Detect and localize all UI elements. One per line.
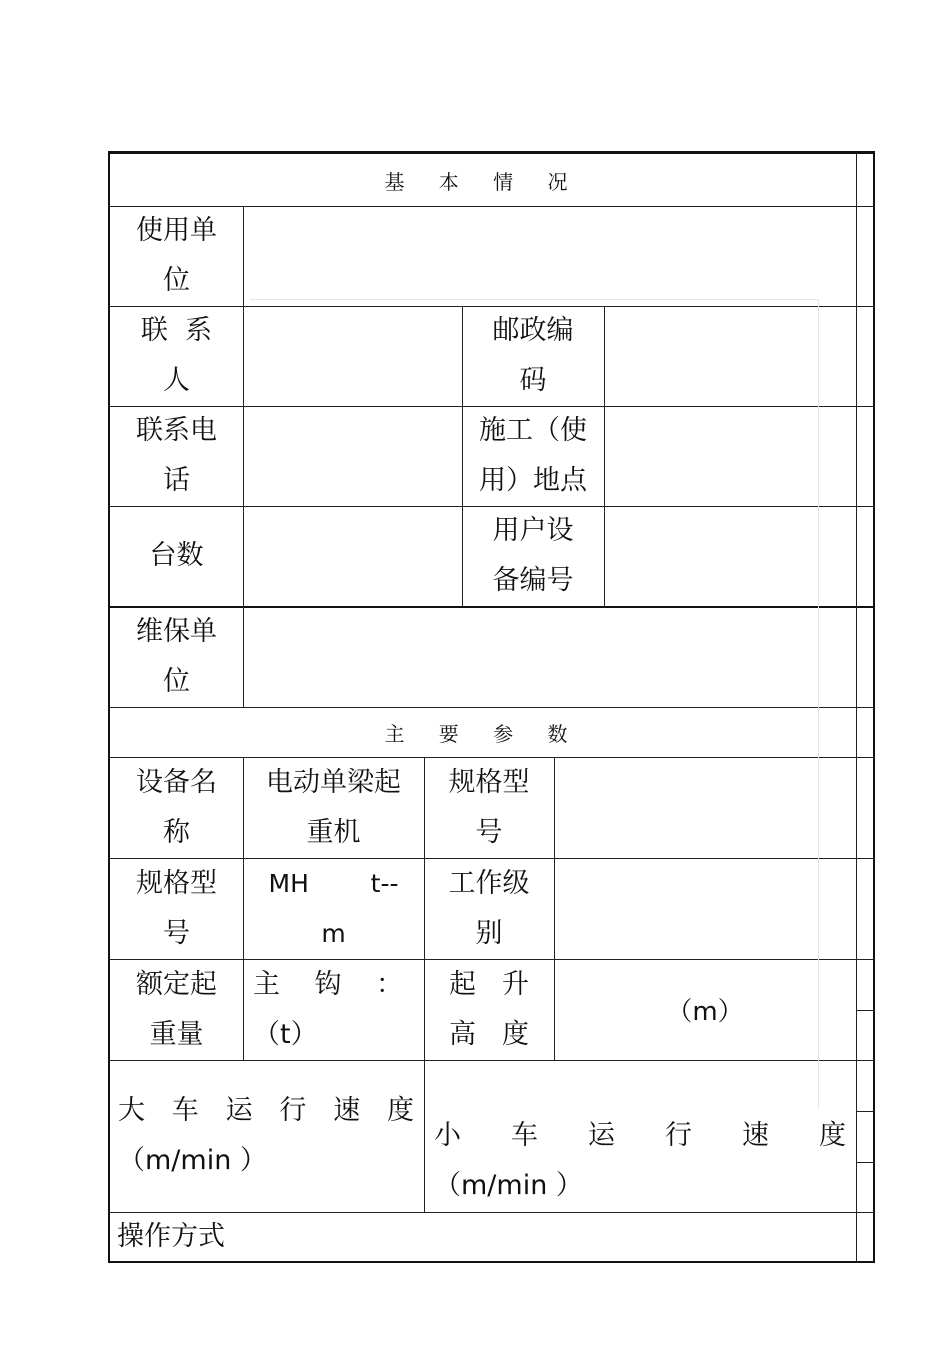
label-spec-model-2	[110, 858, 243, 959]
value-text: MH	[268, 868, 309, 898]
label-operation-mode: 操作方式	[117, 1221, 225, 1252]
label-text: 码	[519, 365, 547, 396]
row-divider	[856, 1111, 873, 1112]
section-title-params: 主 要 参 数	[384, 721, 582, 746]
label-text: 人	[163, 365, 190, 396]
label-phone	[110, 406, 243, 506]
label-postcode	[462, 306, 604, 406]
label-char: 运	[588, 1120, 615, 1151]
label-text: （m/min ）	[118, 1145, 267, 1176]
value-text: 钩	[314, 968, 342, 1000]
label-text: （m/min ）	[434, 1170, 583, 1201]
label-trolley-speed	[424, 1060, 856, 1212]
label-char: 度	[819, 1120, 846, 1151]
value-lift-height-unit: （m）	[666, 997, 744, 1027]
value-text: （t）	[253, 1018, 318, 1050]
value-text: m	[321, 918, 346, 948]
label-text: 施工（使	[479, 415, 587, 446]
value-text: t--	[370, 868, 399, 898]
label-text: 别	[475, 917, 503, 949]
label-rated-load	[110, 959, 243, 1060]
label-text: 用）地点	[479, 465, 587, 496]
label-lift-height	[424, 959, 554, 1060]
label-maintenance-unit	[110, 607, 243, 707]
label-text: 联 系	[140, 315, 213, 346]
label-count: 台数	[149, 540, 204, 571]
label-bridge-speed	[110, 1060, 424, 1212]
label-text: 规格型	[448, 766, 530, 798]
label-text: 号	[163, 917, 190, 949]
col-divider	[856, 154, 857, 1261]
value-spec-model	[243, 858, 424, 959]
label-work-class	[424, 858, 554, 959]
label-text: 使用单	[136, 215, 217, 246]
label-text: 起	[449, 968, 476, 1000]
value-text: 电动单梁起	[266, 766, 401, 798]
inspection-form-table	[108, 151, 875, 1263]
label-equipment-name	[110, 757, 243, 858]
label-char: 大	[118, 1095, 145, 1126]
label-text: 工作级	[448, 867, 530, 899]
label-text: 重量	[149, 1018, 204, 1050]
value-text: ：	[376, 968, 403, 1000]
trolley-speed-chars	[434, 1111, 846, 1161]
ghost-line	[250, 299, 818, 300]
label-char: 速	[333, 1095, 361, 1126]
label-text: 位	[163, 666, 190, 697]
value-text: 重机	[306, 816, 361, 848]
label-text: 位	[163, 265, 190, 296]
label-text: 邮政编	[492, 315, 574, 346]
value-main-hook	[243, 959, 424, 1060]
label-text: 额定起	[136, 968, 217, 1000]
row-divider	[856, 1162, 873, 1163]
label-text: 称	[163, 816, 190, 848]
label-text: 号	[475, 816, 503, 848]
col-divider	[243, 206, 244, 707]
label-site	[462, 406, 604, 506]
label-text: 升	[502, 968, 529, 1000]
label-char: 运	[225, 1095, 253, 1126]
section-title-basic: 基 本 情 况	[384, 169, 582, 194]
label-spec-model	[424, 757, 554, 858]
label-char: 车	[511, 1120, 538, 1151]
label-text: 维保单	[136, 616, 217, 647]
label-text: 设备名	[136, 766, 217, 798]
label-char: 行	[279, 1095, 307, 1126]
label-text: 用户设	[492, 515, 574, 546]
label-char: 速	[742, 1120, 769, 1151]
label-equipment-number	[462, 506, 604, 606]
label-char: 度	[386, 1095, 414, 1126]
label-user-unit	[110, 206, 243, 306]
label-text: 话	[163, 465, 190, 496]
col-divider	[604, 306, 605, 606]
row-divider	[856, 1010, 873, 1011]
label-char: 行	[665, 1120, 692, 1151]
label-contact	[110, 306, 243, 406]
value-text: 主	[253, 968, 280, 1000]
label-char: 车	[171, 1095, 199, 1126]
label-text: 规格型	[136, 867, 217, 899]
label-text: 备编号	[492, 565, 574, 596]
value-equipment-name	[243, 757, 424, 858]
label-text: 联系电	[136, 415, 217, 446]
label-char: 小	[434, 1120, 461, 1151]
label-text: 度	[502, 1018, 529, 1050]
label-text: 高	[449, 1018, 476, 1050]
bridge-speed-chars	[118, 1086, 414, 1136]
